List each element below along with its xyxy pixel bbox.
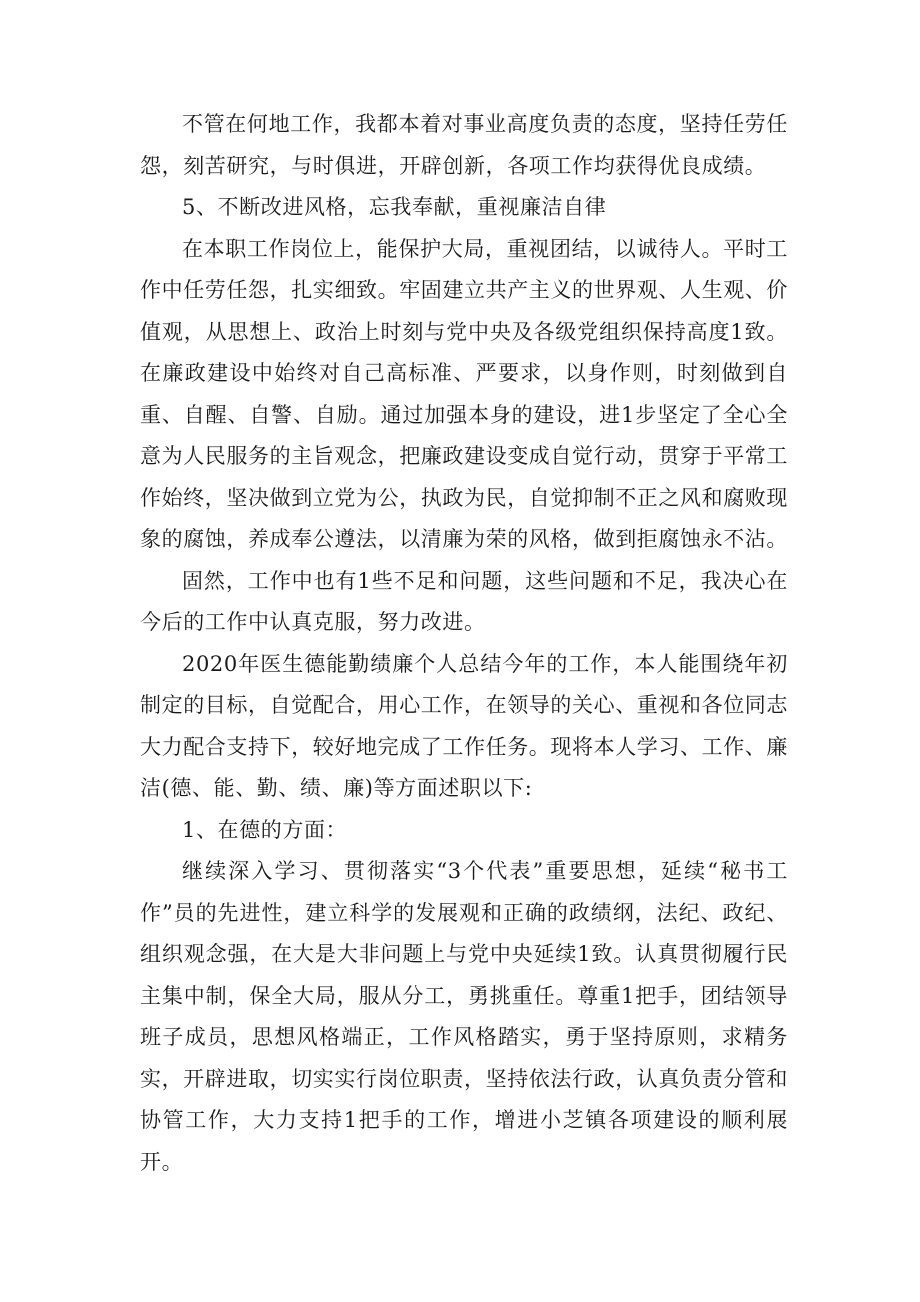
paragraph-4: 固然，工作中也有1些不足和问题，这些问题和不足，我决心在今后的工作中认真克服，努力改进。 bbox=[140, 568, 788, 634]
paragraph-3: 在本职工作岗位上，能保护大局，重视团结，以诚待人。平时工作中任劳任怨，扎实细致。牢固建立共产主义的世界观、人生观、价值观，从思想上、政治上时刻与党中央及各级党组织保持高度1致。在廉政建设中始终对自己高标准、严要求，以身作则，时刻做到自重、自醒、自警、自励。通过加强本身的建设，进1步坚定了全心全意为人民服务的主旨观念，把廉政建设变成自觉行动，贯穿于平常工作始终，坚决做到立党为公，执政为民，自觉抑制不正之风和腐败现象的腐蚀，养成奉公遵法，以清廉为荣的风格，做到拒腐蚀永不沾。 bbox=[140, 236, 788, 551]
paragraph-5: 2020年医生德能勤绩廉个人总结今年的工作，本人能围绕年初制定的目标，自觉配合，用心工作，在领导的关心、重视和各位同志大力配合支持下，较好地完成了工作任务。现将本人学习、工作、廉洁(德、能、勤、绩、廉)等方面述职以下: bbox=[140, 651, 788, 800]
paragraph-2-heading: 5、不断改进风格，忘我奉献，重视廉洁自律 bbox=[182, 195, 607, 219]
paragraph-7: 继续深入学习、贯彻落实“3个代表”重要思想，延续“秘书工作”员的先进性，建立科学的发展观和正确的政绩纲，法纪、政纪、组织观念强，在大是大非问题上与党中央延续1致。认真贯彻履行民主集中制，保全大局，服从分工，勇挑重任。尊重1把手，团结领导班子成员，思想风格端正，工作风格踏实，勇于坚持原则，求精务实，开辟进取，切实实行岗位职责，坚持依法行政，认真负责分管和协管工作，大力支持1把手的工作，增进小芝镇各项建设的顺利展开。 bbox=[140, 859, 788, 1174]
document-body bbox=[140, 104, 788, 1183]
paragraph-6-heading: 1、在德的方面： bbox=[182, 817, 348, 842]
paragraph-1: 不管在何地工作，我都本着对事业高度负责的态度，坚持任劳任怨，刻苦研究，与时俱进，开辟创新，各项工作均获得优良成绩。 bbox=[140, 112, 788, 178]
